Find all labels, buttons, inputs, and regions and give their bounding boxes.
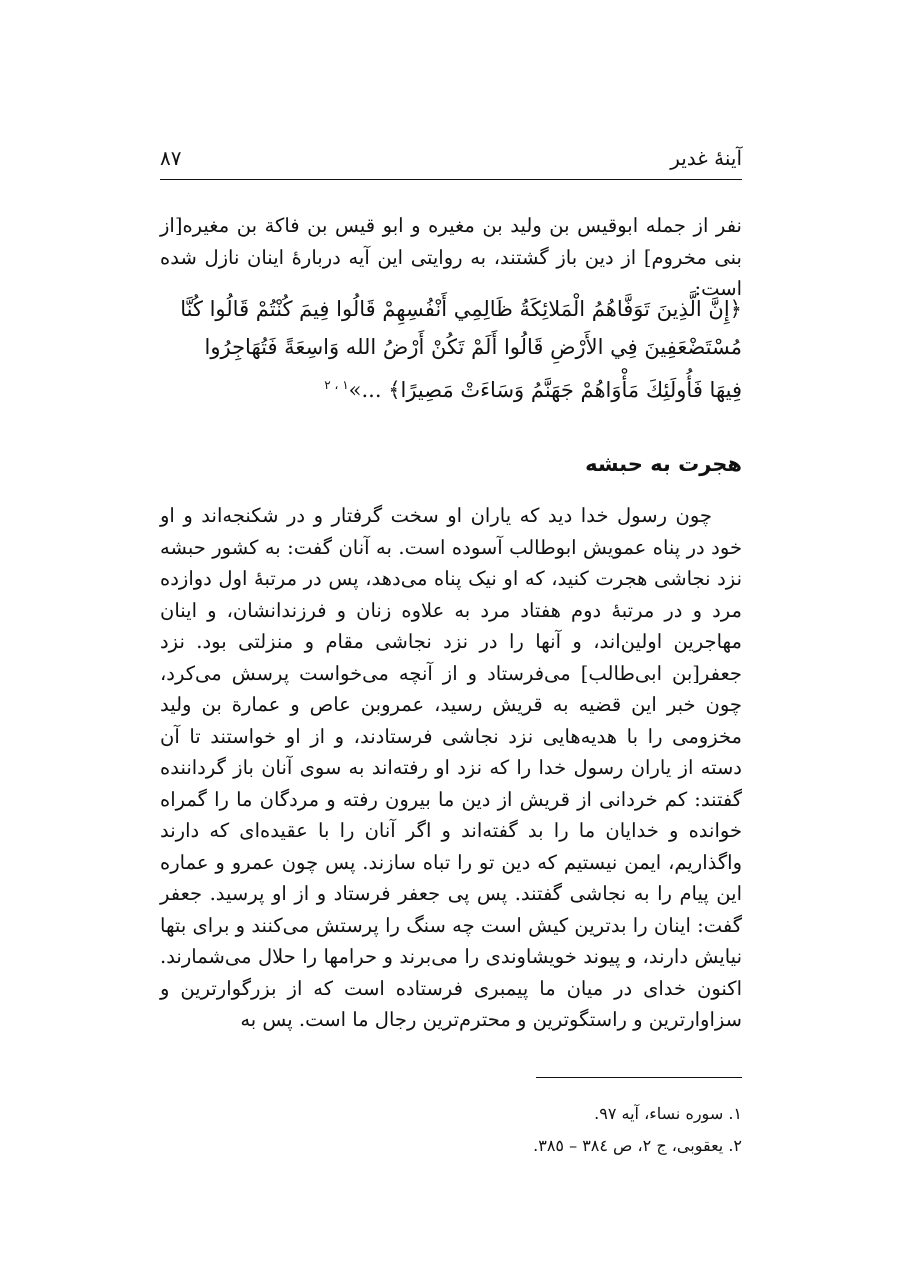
footnote-reference: ١ ، ٢ — [324, 378, 349, 392]
verse-line: مُسْتَضْعَفِينَ فِي الأَرْضِ قَالُوا أَلَمْ تَكُنْ أَرْضُ الله وَاسِعَةً فَتُهَاجِرُوا — [204, 335, 742, 359]
footnotes — [160, 1098, 742, 1162]
page-number: ۸۷ — [160, 146, 182, 170]
verse-line-text: فِيهَا فَأُولَئِكَ مَأْوَاهُمْ جَهَنَّمُ وَسَاءَتْ مَصِيرًا﴾ ...» — [348, 378, 742, 402]
footnote-rule — [536, 1077, 742, 1078]
running-title: آينهٔ غدير — [670, 146, 742, 170]
main-paragraph: چون رسول خدا ديد كه ياران او سخت گرفتار و در شكنجه‌اند و او خود در پناه عمويش ابوطالب آسوده است. به آنان گفت: به كشور حبشه نزد نجاشى هجرت كنيد، كه او نيک پناه مى‌دهد، پس در مرتبهٔ اول دوازده مرد و در مرتبهٔ دوم هفتاد مرد به علاوه زنان و فرزندانشان، و اينان مهاجرين اولين‌اند، و آنها را در نزد نجاشى مقام و منزلتى بود. نزد جعفر[بن ابى‌طالب] مى‌فرستاد و از آنچه مى‌خواست پرسش مى‌كرد، چون خبر اين قضيه به قريش رسيد، عمروبن عاص و عمارة بن وليد مخزومى را با هديه‌هايى نزد نجاشى فرستادند، و از او خواستند تا آن دسته از ياران رسول خدا را كه نزد او رفته‌اند به سوى آنان باز گرداننده گفتند: كم خردانى از قريش از دين ما بيرون رفته و مردگان ما را گمراه خوانده و خدايان ما را بد گفته‌اند و اگر آنان را با عقيده‌اى كه دارند واگذاريم، ايمن نيستيم كه دين تو را تباه سازند. پس چون عمرو و عماره اين پيام را به نجاشى گفتند. پس پى جعفر فرستاد و از او پرسيد. جعفر گفت: اينان را بدترين كيش است چه سنگ را پرستش مى‌كنند و براى بتها نيايش دارند، و پيوند خويشاوندى را مى‌برند و حرامها را حلال مى‌شمارند. اكنون خداى در ميان ما پيمبرى فرستاده است كه از بزرگوارترين و سزاوارترين و راستگوترين و محترم‌ترين رجال ما است. پس به — [160, 504, 742, 1031]
footnote-item: ١. سوره نساء، آيه ٩٧. — [594, 1104, 742, 1123]
footnote-item: ٢. يعقوبى، ج ٢، ص ٣٨٤ – ٣٨٥. — [533, 1136, 742, 1155]
section-heading: هجرت به حبشه — [585, 452, 742, 476]
verse-line — [160, 366, 742, 409]
header-rule — [160, 179, 742, 180]
page-header — [160, 146, 742, 178]
verse-line: ﴿إِنَّ الَّذِينَ تَوَفَّاهُمُ الْمَلائِكَةُ ظَالِمِي أَنْفُسِهِمْ قَالُوا فِيمَ كُنْتُمْ قَالُوا كُنَّا — [180, 297, 742, 321]
intro-paragraph: نفر از جمله ابوقيس بن وليد بن مغيره و ابو قيس بن فاكة بن مغيره[از بنى مخروم] از دين باز گشتند، به روايتى اين آيه دربارهٔ اينان نازل شده است: — [160, 214, 742, 300]
quran-verse — [160, 290, 742, 409]
